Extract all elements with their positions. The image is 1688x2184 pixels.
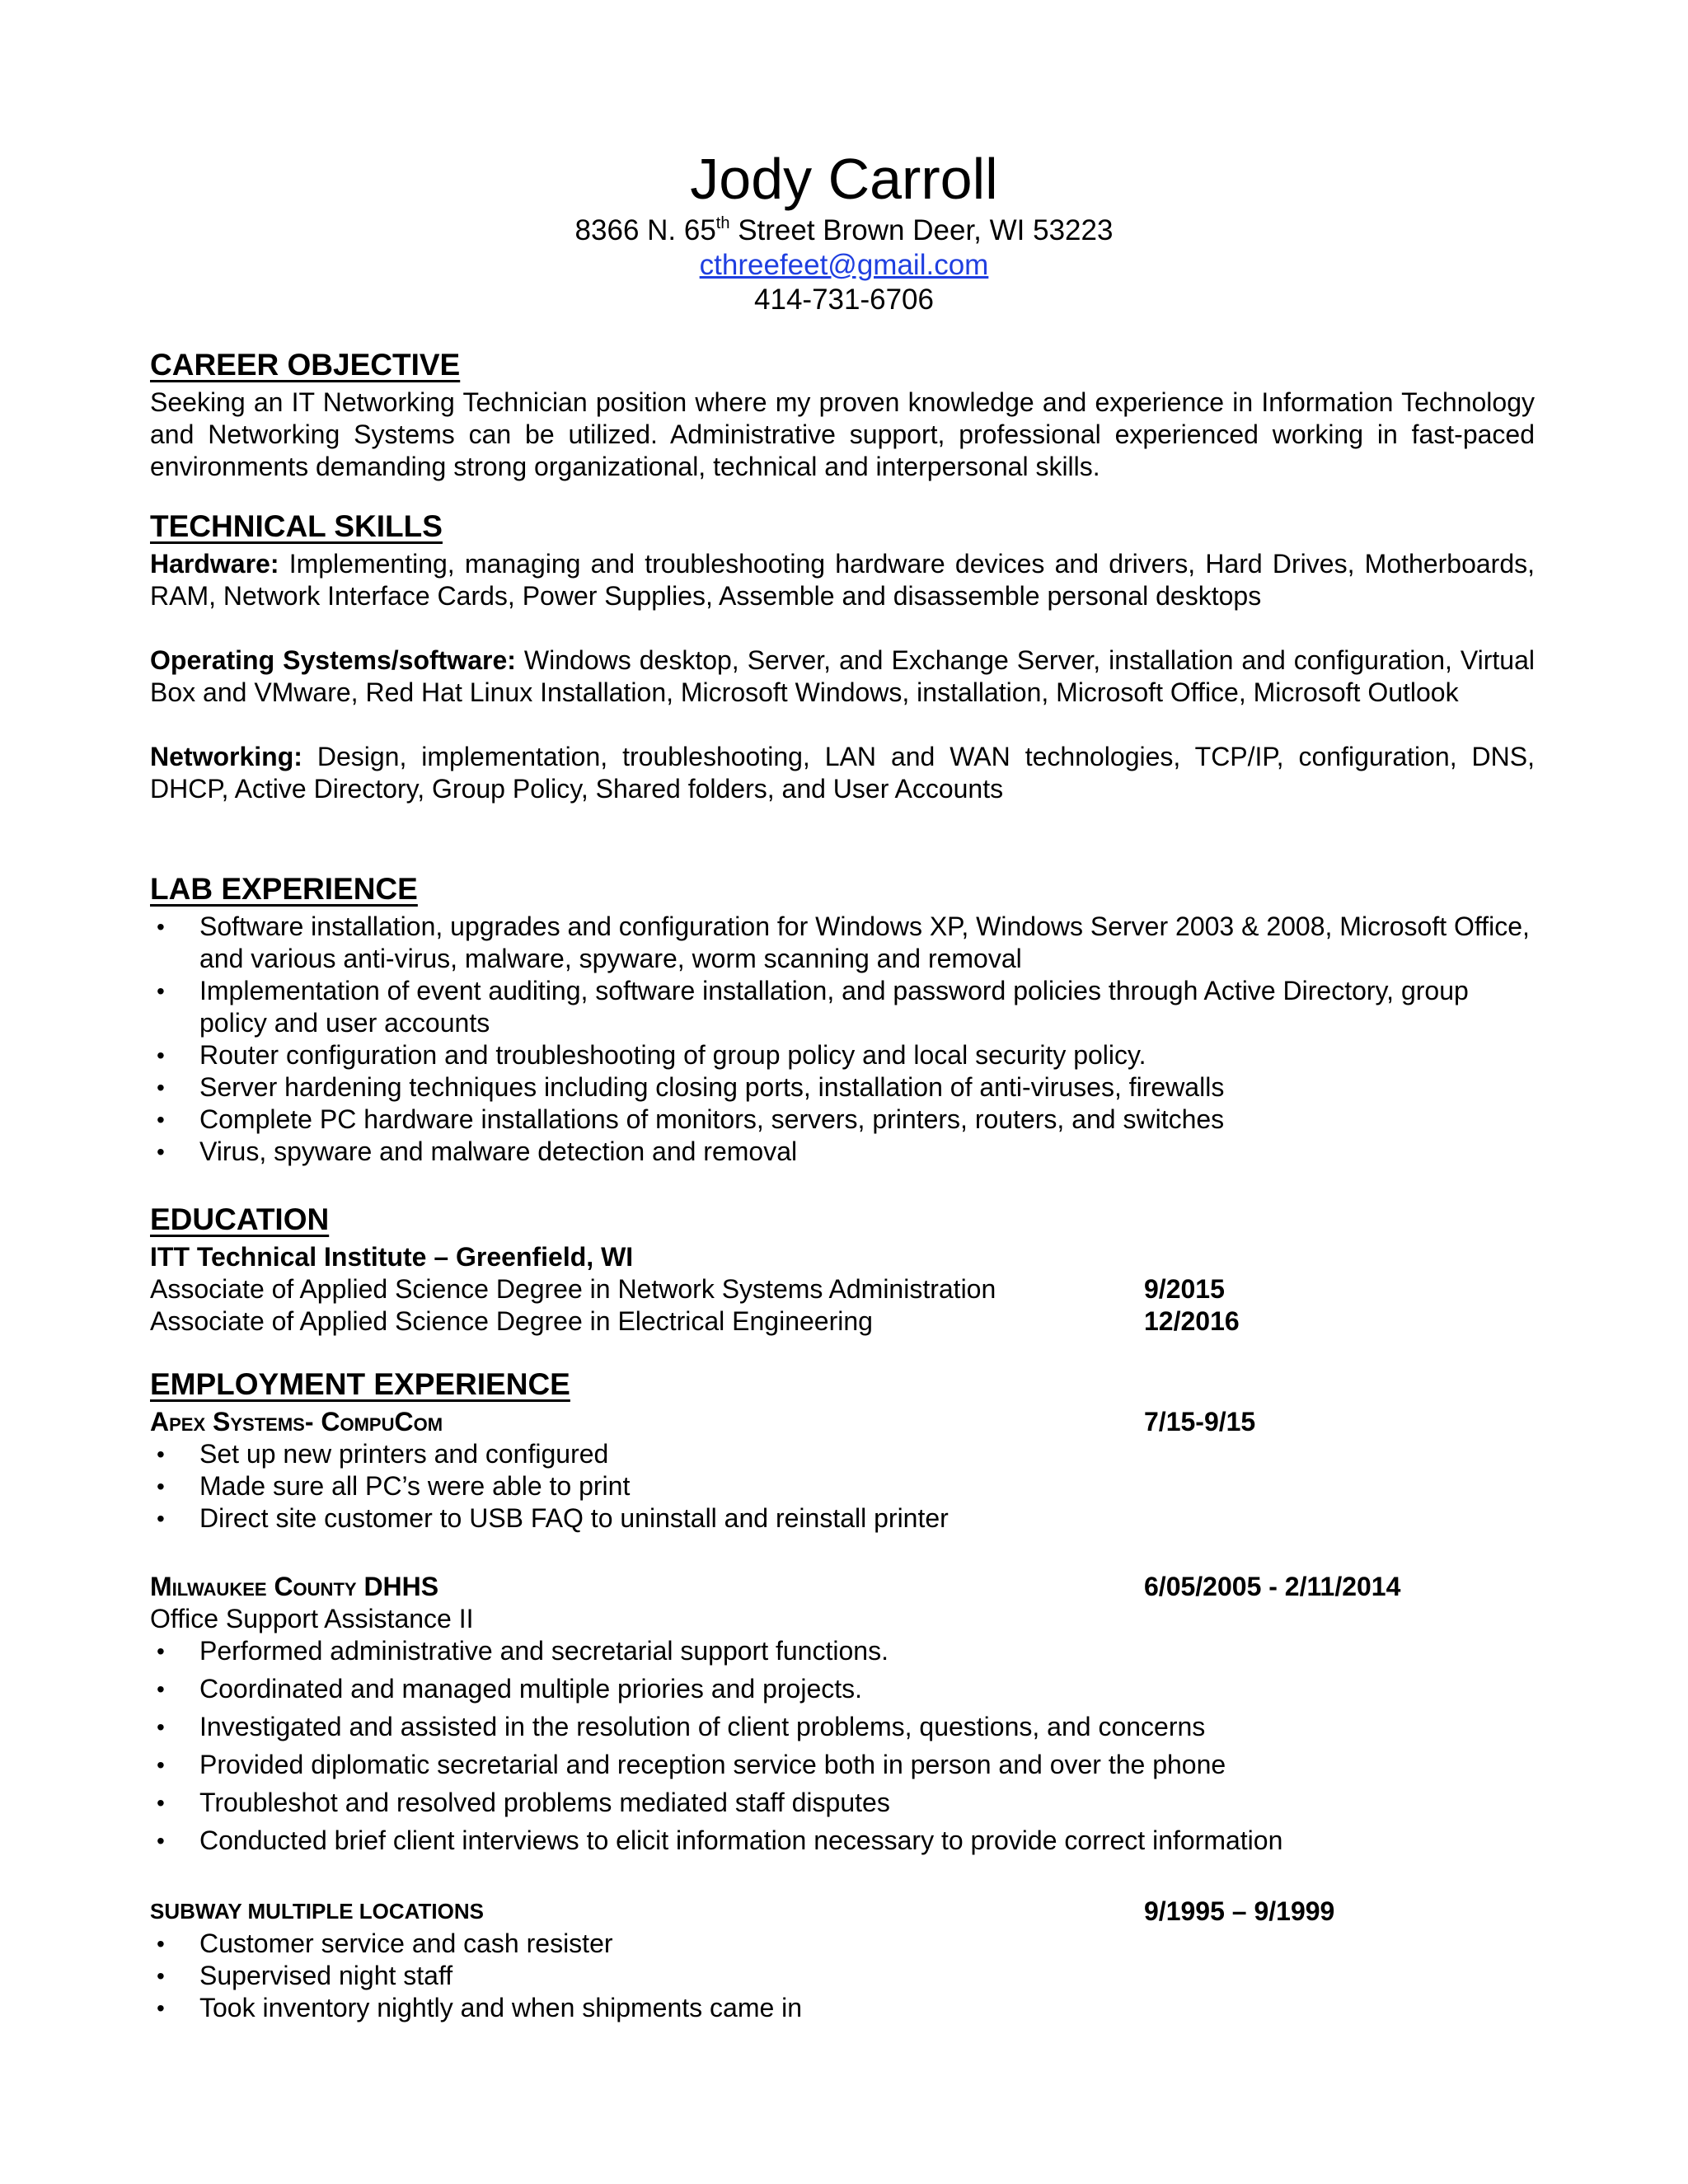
hardware-skills [150, 548, 1535, 612]
job-duties-list [150, 1928, 1535, 2024]
hardware-text: Implementing, managing and troubleshooting hardware devices and drivers, Hard Drives, Motherboards, RAM, Network Interface Cards, Power Supplies, Assemble and disassemble personal desktops [150, 549, 1535, 611]
networking-label: Networking: [150, 742, 302, 771]
employer-name: SUBWAY MULTIPLE LOCATIONS [150, 1899, 484, 1924]
address-superscript: th [715, 214, 730, 232]
job-duties-list [150, 1635, 1535, 1857]
job-header [150, 1896, 1535, 1928]
resume-header [0, 144, 1688, 317]
list-item: • Customer service and cash resister [150, 1928, 1535, 1960]
employment-dates: 7/15-9/15 [1144, 1407, 1256, 1436]
address-line-end: Street Brown Deer, WI 53223 [729, 214, 1114, 246]
employment-dates: 6/05/2005 - 2/11/2014 [1144, 1572, 1401, 1601]
address-line-start: 8366 N. 65 [574, 214, 716, 246]
phone-number: 414-731-6706 [754, 284, 934, 316]
degree-name: Associate of Applied Science Degree in Electrical Engineering [150, 1306, 873, 1336]
list-item: • Investigated and assisted in the resolution of client problems, questions, and concerns [150, 1711, 1535, 1743]
list-item: • Coordinated and managed multiple priories and projects. [150, 1673, 1535, 1705]
lab-experience-heading: LAB EXPERIENCE [150, 872, 418, 906]
employment-dates: 9/1995 – 9/1999 [1144, 1896, 1335, 1926]
list-item: • Took inventory nightly and when shipments came in [150, 1992, 1535, 2024]
email-link[interactable]: cthreefeet@gmail.com [699, 249, 989, 281]
list-item: • Set up new printers and configured [150, 1438, 1535, 1470]
technical-skills-heading: TECHNICAL SKILLS [150, 509, 443, 543]
job-title: Office Support Assistance II [150, 1604, 474, 1633]
list-item: • Performed administrative and secretarial support functions. [150, 1635, 1535, 1667]
address [0, 213, 1688, 248]
employment-section [150, 1366, 1535, 2024]
job-header [150, 1571, 1535, 1603]
list-item: • Virus, spyware and malware detection and removal [150, 1136, 1535, 1168]
list-item: • Made sure all PC’s were able to print [150, 1470, 1535, 1502]
os-skills [150, 644, 1535, 709]
list-item: • Provided diplomatic secretarial and reception service both in person and over the phone [150, 1749, 1535, 1781]
list-item: • Direct site customer to USB FAQ to uninstall and reinstall printer [150, 1502, 1535, 1535]
list-item: • Server hardening techniques including closing ports, installation of anti-viruses, firewalls [150, 1071, 1535, 1104]
degree-date: 9/2015 [1144, 1274, 1225, 1304]
list-item: • Supervised night staff [150, 1960, 1535, 1992]
education-section [150, 1202, 1535, 1338]
degree-date: 12/2016 [1144, 1306, 1240, 1336]
list-item: • Implementation of event auditing, software installation, and password policies through Active Directory, group policy and user accounts [150, 975, 1535, 1039]
hardware-label: Hardware: [150, 549, 279, 579]
list-item: • Troubleshot and resolved problems mediated staff disputes [150, 1787, 1535, 1819]
employer-name: Apex Systems- CompuCom [150, 1407, 443, 1436]
school-name: ITT Technical Institute – Greenfield, WI [150, 1242, 634, 1272]
career-objective-heading: CAREER OBJECTIVE [150, 348, 461, 382]
career-objective-text: Seeking an IT Networking Technician position where my proven knowledge and experience in Information Technology and Networking Systems can be utilized. Administrative support, professional experienced working in fast-paced environments demanding strong organizational, technical and interpersonal skills. [150, 387, 1535, 481]
os-text: Windows desktop, Server, and Exchange Server, installation and configuration, Virtual Box and VMware, Red Hat Linux Installation, Microsoft Windows, installation, Microsoft Office, Microsoft Outlook [150, 645, 1535, 707]
job-header [150, 1406, 1535, 1438]
lab-experience-section [150, 871, 1535, 1168]
list-item: • Conducted brief client interviews to elicit information necessary to provide correct information [150, 1825, 1535, 1857]
networking-skills [150, 741, 1535, 805]
lab-experience-list [150, 911, 1535, 1168]
degree-row [150, 1305, 1535, 1338]
list-item: • Complete PC hardware installations of monitors, servers, printers, routers, and switches [150, 1104, 1535, 1136]
degree-row [150, 1273, 1535, 1305]
degree-name: Associate of Applied Science Degree in Network Systems Administration [150, 1274, 996, 1304]
career-objective-section [150, 347, 1535, 483]
list-item: • Router configuration and troubleshooting of group policy and local security policy. [150, 1039, 1535, 1071]
candidate-name: Jody Carroll [690, 147, 998, 211]
networking-text: Design, implementation, troubleshooting, LAN and WAN technologies, TCP/IP, configuration, DNS, DHCP, Active Directory, Group Policy, Shared folders, and User Accounts [150, 742, 1535, 804]
education-heading: EDUCATION [150, 1202, 330, 1236]
employer-name: Milwaukee County DHHS [150, 1572, 439, 1601]
list-item: • Software installation, upgrades and configuration for Windows XP, Windows Server 2003 & 2008, Microsoft Office, and various anti-virus, malware, spyware, worm scanning and removal [150, 911, 1535, 975]
employment-heading: EMPLOYMENT EXPERIENCE [150, 1367, 570, 1401]
technical-skills-section [150, 509, 1535, 805]
job-duties-list [150, 1438, 1535, 1535]
os-label: Operating Systems/software: [150, 645, 516, 675]
